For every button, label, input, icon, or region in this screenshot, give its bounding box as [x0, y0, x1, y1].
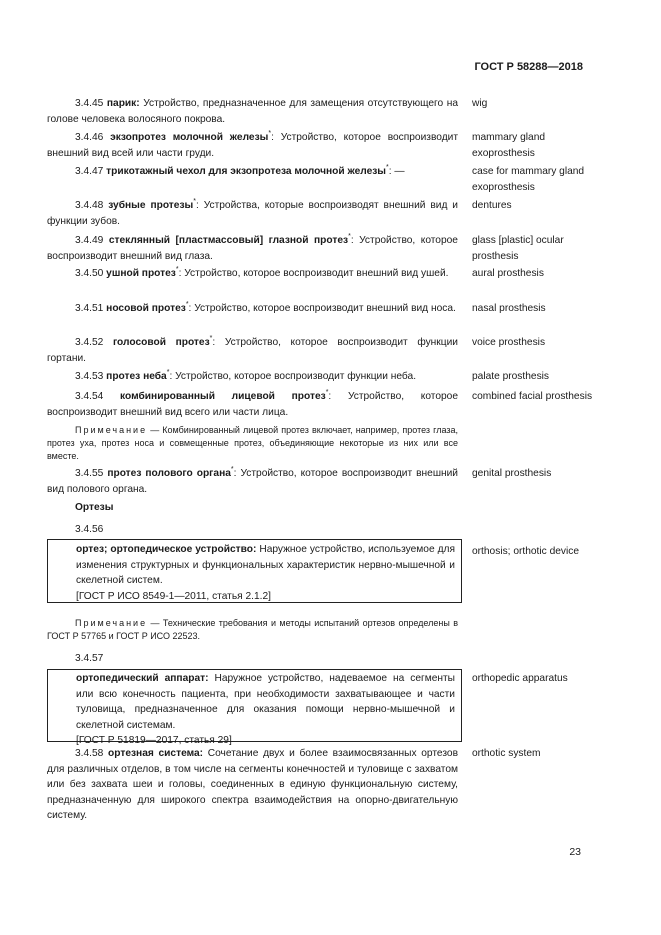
english-term: wig	[472, 98, 488, 109]
english-term: combined facial prosthesis	[472, 391, 593, 402]
term-entry: 3.4.45 парик: Устройство, предназначенное для замещения отсутствующего на голове человека волосяного покрова.	[47, 98, 459, 125]
term-entry: 3.4.55 протез полового органа*: Устройство, которое воспроизводит внешний вид полового органа.	[47, 466, 458, 495]
term-number: 3.4.57	[75, 653, 104, 664]
term-number: 3.4.56	[75, 524, 104, 535]
note: Примечание — Технические требования и методы испытаний ортезов определены в ГОСТ Р 57765 и ГОСТ Р ИСО 22523.	[47, 618, 458, 641]
term-entry: 3.4.50 ушной протез*: Устройство, которое воспроизводит внешний вид ушей.	[75, 266, 449, 279]
english-term: nasal prosthesis	[472, 303, 546, 314]
english-term: mammary gland exoprosthesis	[472, 132, 546, 159]
definition-box: ортопедический аппарат: Наружное устройство, надеваемое на сегменты или всю конечность пациента, при необходимости захватывающее и части туловища, предназначенное для оказания помощи нервно-мышечной и скелетной системам. [ГОСТ Р 51819—2017, статья 29]	[47, 669, 462, 742]
page-number: 23	[569, 846, 581, 858]
term-entry: 3.4.53 протез неба*: Устройство, которое воспроизводит функции неба.	[75, 369, 417, 382]
term-entry: 3.4.46 экзопротез молочной железы*: Устройство, которое воспроизводит внешний вид всей или части груди.	[47, 130, 458, 159]
english-term: case for mammary gland exoprosthesis	[472, 166, 585, 193]
term-entry: 3.4.51 носовой протез*: Устройство, которое воспроизводит внешний вид носа.	[75, 301, 456, 314]
term-entry: 3.4.54 комбинированный лицевой протез*: Устройство, которое воспроизводит внешний вид всего или части лица.	[47, 389, 458, 418]
english-term: palate prosthesis	[472, 371, 550, 382]
definition-box: ортез; ортопедическое устройство: Наружное устройство, используемое для изменения структурных и функциональных характеристик нервно-мышечной и скелетной систем. [ГОСТ Р ИСО 8549-1—2011, статья 2.1.2]	[47, 539, 462, 603]
term-entry: 3.4.49 стеклянный [пластмассовый] глазной протез*: Устройство, которое воспроизводит внешний вид глаза.	[47, 233, 458, 262]
english-term: voice prosthesis	[472, 337, 546, 348]
term-entry: 3.4.52 голосовой протез*: Устройство, которое воспроизводит функции гортани.	[47, 335, 458, 364]
term-entry: 3.4.48 зубные протезы*: Устройства, которые воспроизводят внешний вид и функции зубов.	[47, 198, 458, 227]
term-entry: 3.4.58 ортезная система: Сочетание двух и более взаимосвязанных ортезов для различных отделов, в том числе на сегменты конечностей и туловище с захватом или без захвата шеи и головы, соединенных в единую функциональную систему, предназначенную для широкого спектра взаимодействия на опорно-двигательную систему.	[47, 748, 458, 822]
english-term: genital prosthesis	[472, 468, 552, 479]
reference: [ГОСТ Р ИСО 8549-1—2011, статья 2.1.2]	[76, 590, 271, 602]
reference: [ГОСТ Р 51819—2017, статья 29]	[76, 735, 232, 747]
english-term: dentures	[472, 200, 512, 211]
english-term: orthopedic apparatus	[472, 673, 568, 684]
english-term: glass [plastic] ocular prosthesis	[472, 235, 564, 262]
english-term: aural prosthesis	[472, 268, 544, 279]
english-term: orthotic system	[472, 748, 541, 759]
section-title: Ортезы	[75, 502, 114, 513]
document-header: ГОСТ Р 58288—2018	[474, 61, 583, 73]
term-entry: 3.4.47 трикотажный чехол для экзопротеза молочной железы*: —	[75, 164, 405, 177]
english-term: orthosis; orthotic device	[472, 546, 580, 557]
note: Примечание — Комбинированный лицевой протез включает, например, протез глаза, протез уха, протез носа и совмещенные протез, объединяющие некоторые из них или все вместе.	[47, 425, 458, 461]
